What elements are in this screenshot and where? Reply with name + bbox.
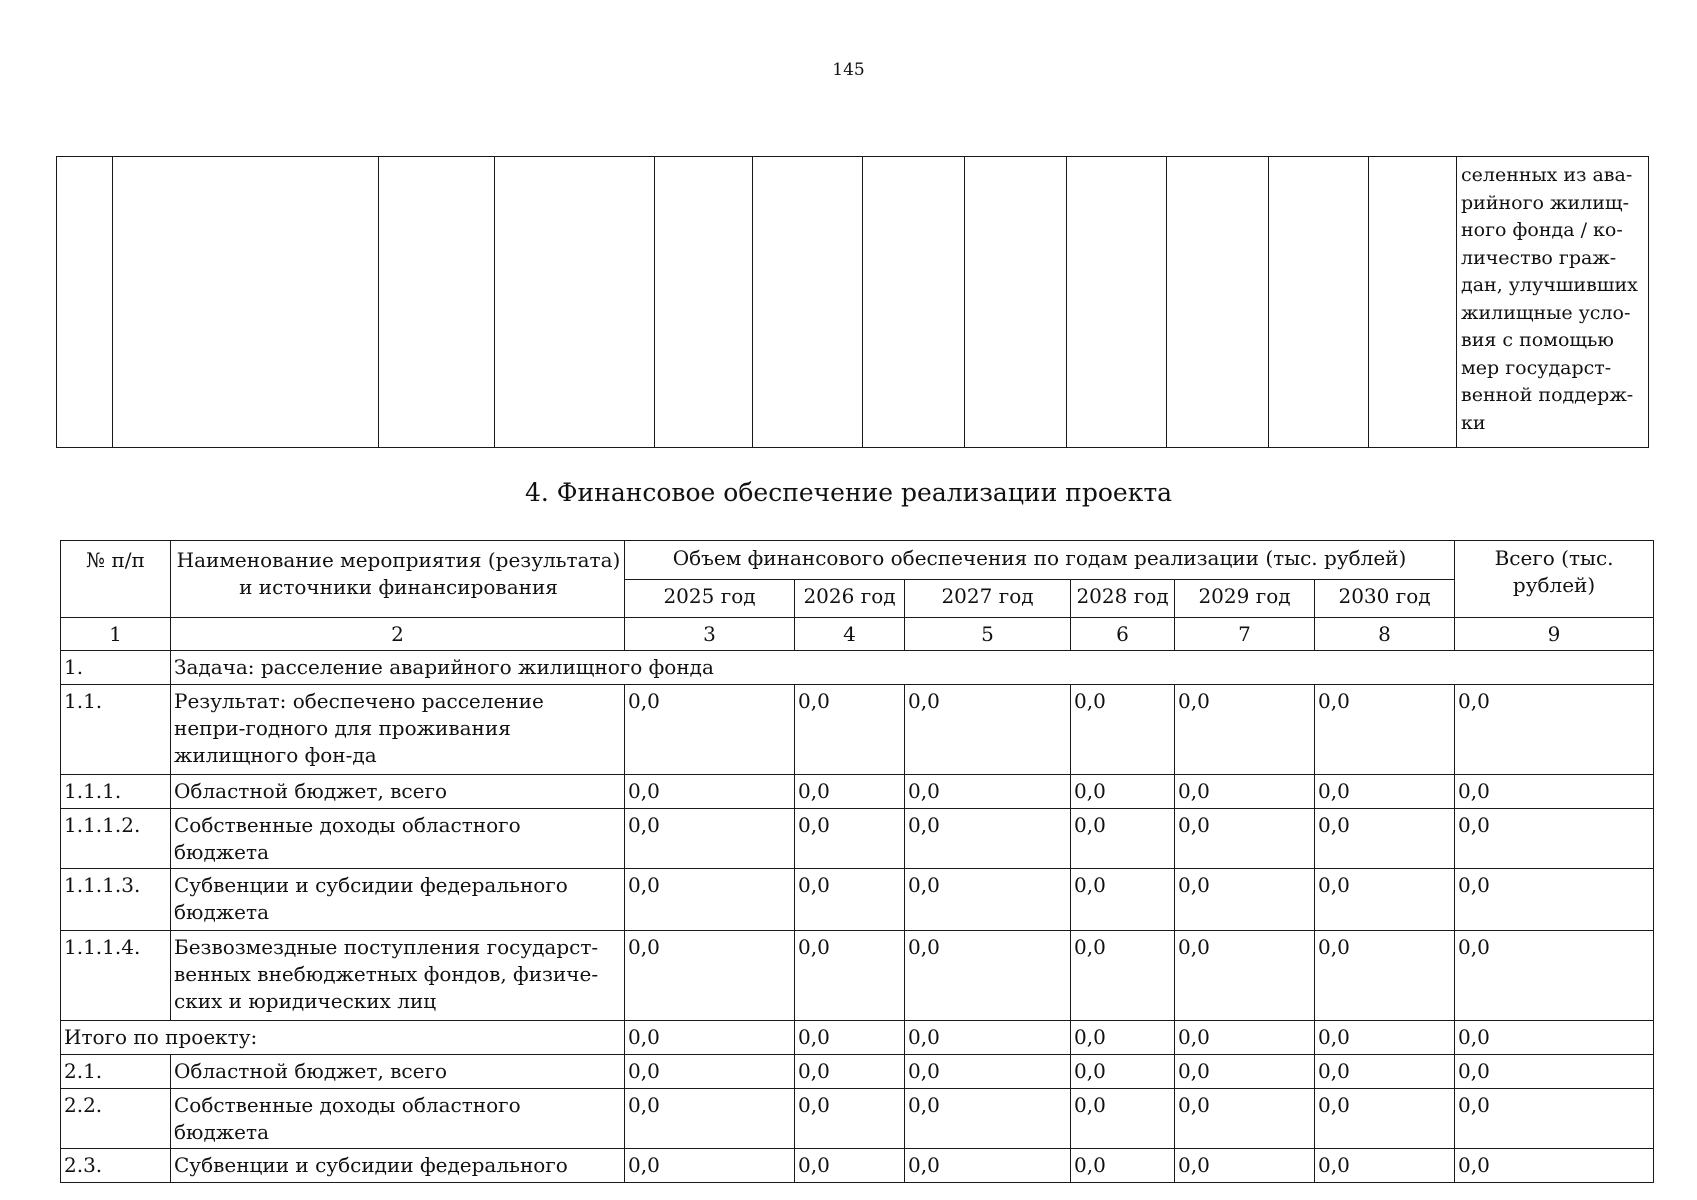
value-cell: 0,0 xyxy=(1071,1055,1175,1089)
table-row xyxy=(61,931,1654,1021)
value-cell: 0,0 xyxy=(1071,685,1175,775)
row-number: 2.3. xyxy=(61,1149,171,1183)
value-cell: 0,0 xyxy=(1315,869,1455,931)
task-text: Задача: расселение аварийного жилищного фонда xyxy=(171,651,1654,685)
value-cell: 0,0 xyxy=(1071,809,1175,869)
empty-cell xyxy=(1167,157,1269,448)
row-name: Безвозмездные поступления государст-венных внебюджетных фондов, физиче-ских и юридических лиц xyxy=(171,931,625,1021)
value-cell: 0,0 xyxy=(795,1021,905,1055)
empty-cell xyxy=(863,157,965,448)
header-year: 2027 год xyxy=(905,580,1071,618)
continuation-row xyxy=(57,157,1649,448)
value-cell: 0,0 xyxy=(625,685,795,775)
value-cell: 0,0 xyxy=(1175,775,1315,809)
row-name: Субвенции и субсидии федерального бюджета xyxy=(171,869,625,931)
value-cell: 0,0 xyxy=(795,685,905,775)
value-cell: 0,0 xyxy=(625,1149,795,1183)
value-cell: 0,0 xyxy=(1175,869,1315,931)
column-number: 8 xyxy=(1315,618,1455,651)
value-cell: 0,0 xyxy=(1071,775,1175,809)
column-number: 5 xyxy=(905,618,1071,651)
value-cell: 0,0 xyxy=(905,1149,1071,1183)
header-num: № п/п xyxy=(61,541,171,618)
value-cell: 0,0 xyxy=(625,1089,795,1149)
empty-cell xyxy=(1067,157,1167,448)
value-cell: 0,0 xyxy=(905,1021,1071,1055)
task-row xyxy=(61,651,1654,685)
value-cell: 0,0 xyxy=(1455,685,1654,775)
value-cell: 0,0 xyxy=(795,1089,905,1149)
value-cell: 0,0 xyxy=(905,1089,1071,1149)
value-cell: 0,0 xyxy=(1175,1021,1315,1055)
header-year: 2030 год xyxy=(1315,580,1455,618)
value-cell: 0,0 xyxy=(905,685,1071,775)
row-number: 2.1. xyxy=(61,1055,171,1089)
value-cell: 0,0 xyxy=(1175,1149,1315,1183)
value-cell: 0,0 xyxy=(905,1055,1071,1089)
row-number: 1. xyxy=(61,651,171,685)
row-name: Субвенции и субсидии федерального xyxy=(171,1149,625,1183)
value-cell: 0,0 xyxy=(625,1055,795,1089)
financing-table xyxy=(60,540,1654,1183)
value-cell: 0,0 xyxy=(1175,809,1315,869)
table-row xyxy=(61,775,1654,809)
value-cell: 0,0 xyxy=(625,869,795,931)
value-cell: 0,0 xyxy=(795,775,905,809)
table-row xyxy=(61,1149,1654,1183)
value-cell: 0,0 xyxy=(1455,869,1654,931)
column-number: 3 xyxy=(625,618,795,651)
header-volume: Объем финансового обеспечения по годам реализации (тыс. рублей) xyxy=(625,541,1455,580)
row-number: 2.2. xyxy=(61,1089,171,1149)
value-cell: 0,0 xyxy=(795,1055,905,1089)
header-total: Всего (тыс. рублей) xyxy=(1455,541,1654,618)
value-cell: 0,0 xyxy=(1315,685,1455,775)
table-row xyxy=(61,1089,1654,1149)
empty-cell xyxy=(57,157,113,448)
value-cell: 0,0 xyxy=(905,775,1071,809)
header-year: 2026 год xyxy=(795,580,905,618)
value-cell: 0,0 xyxy=(795,869,905,931)
header-year: 2028 год xyxy=(1071,580,1175,618)
total-label: Итого по проекту: xyxy=(61,1021,625,1055)
value-cell: 0,0 xyxy=(1315,1149,1455,1183)
header-year: 2029 год xyxy=(1175,580,1315,618)
value-cell: 0,0 xyxy=(1315,775,1455,809)
empty-cell xyxy=(1269,157,1369,448)
empty-cell xyxy=(495,157,655,448)
row-number: 1.1.1.3. xyxy=(61,869,171,931)
column-number: 7 xyxy=(1175,618,1315,651)
value-cell: 0,0 xyxy=(795,1149,905,1183)
value-cell: 0,0 xyxy=(1175,931,1315,1021)
value-cell: 0,0 xyxy=(625,809,795,869)
page-number: 145 xyxy=(832,60,865,80)
row-name: Областной бюджет, всего xyxy=(171,775,625,809)
value-cell: 0,0 xyxy=(1315,809,1455,869)
empty-cell xyxy=(379,157,495,448)
table-row xyxy=(61,809,1654,869)
value-cell: 0,0 xyxy=(1455,1089,1654,1149)
empty-cell xyxy=(753,157,863,448)
row-number: 1.1. xyxy=(61,685,171,775)
column-number: 4 xyxy=(795,618,905,651)
indicator-continuation-text: селенных из ава- рийного жилищ- ного фонда / ко- личество граж- дан, улучшивших жилищные усло- вия с помощью мер государст- венной поддерж- ки xyxy=(1457,157,1649,448)
value-cell: 0,0 xyxy=(1315,1021,1455,1055)
value-cell: 0,0 xyxy=(1455,809,1654,869)
column-number: 6 xyxy=(1071,618,1175,651)
row-name: Собственные доходы областного бюджета xyxy=(171,809,625,869)
value-cell: 0,0 xyxy=(905,931,1071,1021)
continuation-table xyxy=(56,156,1649,448)
value-cell: 0,0 xyxy=(625,1021,795,1055)
column-number: 1 xyxy=(61,618,171,651)
value-cell: 0,0 xyxy=(1071,869,1175,931)
value-cell: 0,0 xyxy=(1071,1021,1175,1055)
empty-cell xyxy=(113,157,379,448)
row-name: Областной бюджет, всего xyxy=(171,1055,625,1089)
value-cell: 0,0 xyxy=(625,931,795,1021)
value-cell: 0,0 xyxy=(1455,931,1654,1021)
value-cell: 0,0 xyxy=(1455,775,1654,809)
value-cell: 0,0 xyxy=(1175,1089,1315,1149)
column-numbers-row xyxy=(61,618,1654,651)
value-cell: 0,0 xyxy=(905,869,1071,931)
value-cell: 0,0 xyxy=(1315,931,1455,1021)
header-name: Наименование мероприятия (результата) и источники финансирования xyxy=(171,541,625,618)
column-number: 9 xyxy=(1455,618,1654,651)
table-row xyxy=(61,685,1654,775)
value-cell: 0,0 xyxy=(1455,1021,1654,1055)
empty-cell xyxy=(965,157,1067,448)
section-title: 4. Финансовое обеспечение реализации проекта xyxy=(524,478,1173,507)
value-cell: 0,0 xyxy=(795,931,905,1021)
column-number: 2 xyxy=(171,618,625,651)
row-name: Собственные доходы областного бюджета xyxy=(171,1089,625,1149)
value-cell: 0,0 xyxy=(1315,1055,1455,1089)
value-cell: 0,0 xyxy=(1455,1149,1654,1183)
value-cell: 0,0 xyxy=(905,809,1071,869)
header-year: 2025 год xyxy=(625,580,795,618)
value-cell: 0,0 xyxy=(1455,1055,1654,1089)
value-cell: 0,0 xyxy=(1175,685,1315,775)
table-row xyxy=(61,869,1654,931)
row-number: 1.1.1.2. xyxy=(61,809,171,869)
total-row xyxy=(61,1021,1654,1055)
row-number: 1.1.1.4. xyxy=(61,931,171,1021)
row-number: 1.1.1. xyxy=(61,775,171,809)
row-name: Результат: обеспечено расселение непри-годного для проживания жилищного фон-да xyxy=(171,685,625,775)
header-row xyxy=(61,541,1654,580)
value-cell: 0,0 xyxy=(1315,1089,1455,1149)
value-cell: 0,0 xyxy=(1071,1089,1175,1149)
value-cell: 0,0 xyxy=(1071,1149,1175,1183)
empty-cell xyxy=(1369,157,1457,448)
value-cell: 0,0 xyxy=(625,775,795,809)
empty-cell xyxy=(655,157,753,448)
value-cell: 0,0 xyxy=(1071,931,1175,1021)
value-cell: 0,0 xyxy=(795,809,905,869)
value-cell: 0,0 xyxy=(1175,1055,1315,1089)
table-row xyxy=(61,1055,1654,1089)
